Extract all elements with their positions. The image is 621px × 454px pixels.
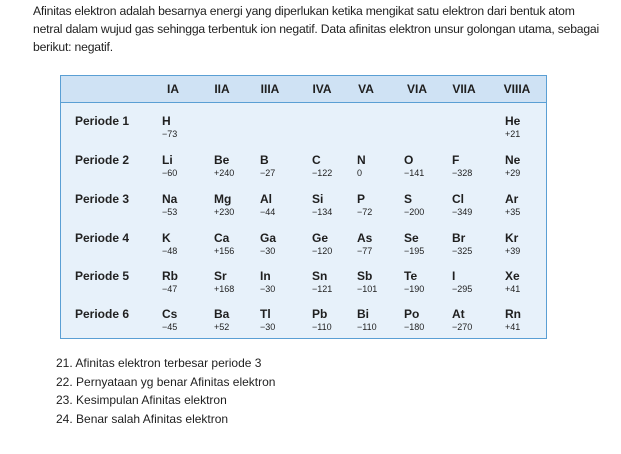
element-affinity-value: −72	[357, 207, 373, 217]
element-symbol: Si	[312, 192, 324, 206]
element-symbol: Xe	[505, 269, 520, 283]
element-symbol: Pb	[312, 307, 328, 321]
question-list	[56, 354, 275, 428]
element-affinity-value: −45	[162, 322, 178, 332]
group-header: VIIIA	[503, 82, 531, 96]
element-cell	[214, 192, 258, 218]
element-affinity-value: +230	[214, 207, 235, 217]
period-label: Periode 1	[75, 114, 130, 128]
electron-affinity-table	[60, 75, 547, 339]
element-symbol: H	[162, 114, 171, 128]
element-cell	[260, 231, 304, 257]
element-affinity-value: −30	[260, 322, 276, 332]
element-symbol: Se	[404, 231, 419, 245]
element-symbol: Ca	[214, 231, 230, 245]
element-cell	[452, 153, 496, 179]
element-symbol: Ar	[505, 192, 519, 206]
element-cell	[162, 269, 206, 295]
element-symbol: Sr	[214, 269, 227, 283]
element-cell	[404, 153, 448, 179]
element-symbol: Li	[162, 153, 173, 167]
question-item: 23. Kesimpulan Afinitas elektron	[56, 393, 227, 407]
element-affinity-value: −325	[452, 246, 473, 256]
element-symbol: As	[357, 231, 373, 245]
element-cell	[357, 231, 401, 257]
element-symbol: Ga	[260, 231, 277, 245]
element-symbol: Ba	[214, 307, 230, 321]
element-symbol: Cs	[162, 307, 178, 321]
element-affinity-value: −27	[260, 168, 276, 178]
element-affinity-value: +41	[505, 322, 521, 332]
element-symbol: Sn	[312, 269, 328, 283]
element-cell	[214, 307, 258, 333]
element-affinity-value: +41	[505, 284, 521, 294]
element-cell	[505, 114, 549, 140]
element-affinity-value: −30	[260, 284, 276, 294]
element-affinity-value: −48	[162, 246, 178, 256]
group-header: IVA	[312, 82, 332, 96]
period-label: Periode 6	[75, 307, 130, 321]
element-cell	[452, 231, 496, 257]
element-symbol: Ne	[505, 153, 521, 167]
group-header: IIIA	[260, 82, 280, 96]
element-cell	[214, 269, 258, 295]
element-cell	[260, 269, 304, 295]
period-label: Periode 2	[75, 153, 130, 167]
element-symbol: Kr	[505, 231, 519, 245]
group-header: IA	[167, 82, 179, 96]
element-affinity-value: −134	[312, 207, 333, 217]
table-header-row	[61, 76, 546, 103]
element-affinity-value: −141	[404, 168, 425, 178]
period-label: Periode 3	[75, 192, 130, 206]
element-affinity-value: −77	[357, 246, 373, 256]
element-cell	[357, 307, 401, 333]
element-affinity-value: −122	[312, 168, 333, 178]
element-cell	[312, 231, 356, 257]
element-affinity-value: −121	[312, 284, 333, 294]
element-cell	[260, 153, 304, 179]
element-symbol: I	[452, 269, 456, 283]
element-cell	[505, 153, 549, 179]
element-symbol: Te	[404, 269, 418, 283]
element-cell	[357, 269, 401, 295]
group-header: VIA	[406, 82, 427, 96]
element-cell	[357, 153, 401, 179]
element-cell	[357, 192, 401, 218]
element-affinity-value: −349	[452, 207, 473, 217]
element-cell	[404, 231, 448, 257]
group-header: IIA	[214, 82, 230, 96]
element-cell	[162, 307, 206, 333]
element-symbol: S	[404, 192, 413, 206]
element-symbol: N	[357, 153, 366, 167]
element-symbol: At	[452, 307, 465, 321]
element-symbol: Ge	[312, 231, 329, 245]
element-symbol: Na	[162, 192, 178, 206]
element-symbol: Sb	[357, 269, 373, 283]
element-symbol: F	[452, 153, 460, 167]
element-cell	[452, 192, 496, 218]
element-symbol: Mg	[214, 192, 232, 206]
element-symbol: Bi	[357, 307, 369, 321]
element-affinity-value: +168	[214, 284, 235, 294]
element-symbol: Rn	[505, 307, 521, 321]
element-affinity-value: −73	[162, 129, 178, 139]
element-affinity-value: +21	[505, 129, 521, 139]
element-affinity-value: −44	[260, 207, 276, 217]
element-cell	[312, 307, 356, 333]
element-symbol: Po	[404, 307, 420, 321]
intro-paragraph: Afinitas elektron adalah besarnya energi yang diperlukan ketika mengikat satu elektron dari bentuk atom netral dalam wujud gas sehingga terbentuk ion negatif. Data afinitas elektron unsur golongan utama, sebagai berikut: negatif.	[33, 4, 600, 54]
element-affinity-value: −295	[452, 284, 473, 294]
element-cell	[312, 192, 356, 218]
group-header: VA	[358, 82, 374, 96]
element-cell	[404, 307, 448, 333]
element-affinity-value: +35	[505, 207, 521, 217]
element-affinity-value: −47	[162, 284, 178, 294]
element-affinity-value: −270	[452, 322, 473, 332]
question-item: 21. Afinitas elektron terbesar periode 3	[56, 356, 262, 370]
element-affinity-value: −110	[312, 322, 332, 332]
element-symbol: K	[162, 231, 171, 245]
element-cell	[404, 269, 448, 295]
element-symbol: Al	[260, 192, 272, 206]
element-cell	[214, 231, 258, 257]
element-cell	[260, 192, 304, 218]
element-affinity-value: −60	[162, 168, 178, 178]
element-affinity-value: +156	[214, 246, 235, 256]
question-item: 24. Benar salah Afinitas elektron	[56, 411, 229, 426]
element-symbol: Rb	[162, 269, 178, 283]
element-symbol: Be	[214, 153, 230, 167]
element-cell	[505, 307, 549, 333]
period-label: Periode 4	[75, 231, 130, 245]
element-affinity-value: −328	[452, 168, 473, 178]
element-cell	[162, 153, 206, 179]
element-cell	[312, 153, 356, 179]
element-cell	[452, 307, 496, 333]
element-symbol: Cl	[452, 192, 464, 206]
element-cell	[312, 269, 356, 295]
element-symbol: B	[260, 153, 269, 167]
element-affinity-value: +52	[214, 322, 230, 332]
element-symbol: He	[505, 114, 521, 128]
period-label: Periode 5	[75, 269, 130, 283]
element-cell	[505, 231, 549, 257]
element-cell	[162, 231, 206, 257]
element-cell	[214, 153, 258, 179]
element-affinity-value: +29	[505, 168, 521, 178]
element-cell	[162, 192, 206, 218]
question-item: 22. Pernyataan yg benar Afinitas elektron	[56, 374, 276, 389]
element-affinity-value: 0	[357, 168, 363, 178]
element-affinity-value: −195	[404, 246, 425, 256]
element-affinity-value: +39	[505, 246, 521, 256]
element-affinity-value: −101	[357, 284, 378, 294]
element-cell	[505, 192, 549, 218]
element-symbol: In	[260, 269, 271, 283]
element-affinity-value: −200	[404, 207, 425, 217]
element-cell	[452, 269, 496, 295]
element-cell	[162, 114, 206, 140]
element-affinity-value: −30	[260, 246, 276, 256]
element-affinity-value: −53	[162, 207, 178, 217]
group-header: VIIA	[452, 82, 476, 96]
element-cell	[260, 307, 304, 333]
element-cell	[505, 269, 549, 295]
element-affinity-value: +240	[214, 168, 235, 178]
element-affinity-value: −110	[357, 322, 377, 332]
element-cell	[404, 192, 448, 218]
element-affinity-value: −190	[404, 284, 425, 294]
element-symbol: C	[312, 153, 321, 167]
element-symbol: O	[404, 153, 414, 167]
element-symbol: P	[357, 192, 366, 206]
element-symbol: Tl	[260, 307, 271, 321]
element-affinity-value: −120	[312, 246, 333, 256]
element-affinity-value: −180	[404, 322, 425, 332]
element-symbol: Br	[452, 231, 466, 245]
